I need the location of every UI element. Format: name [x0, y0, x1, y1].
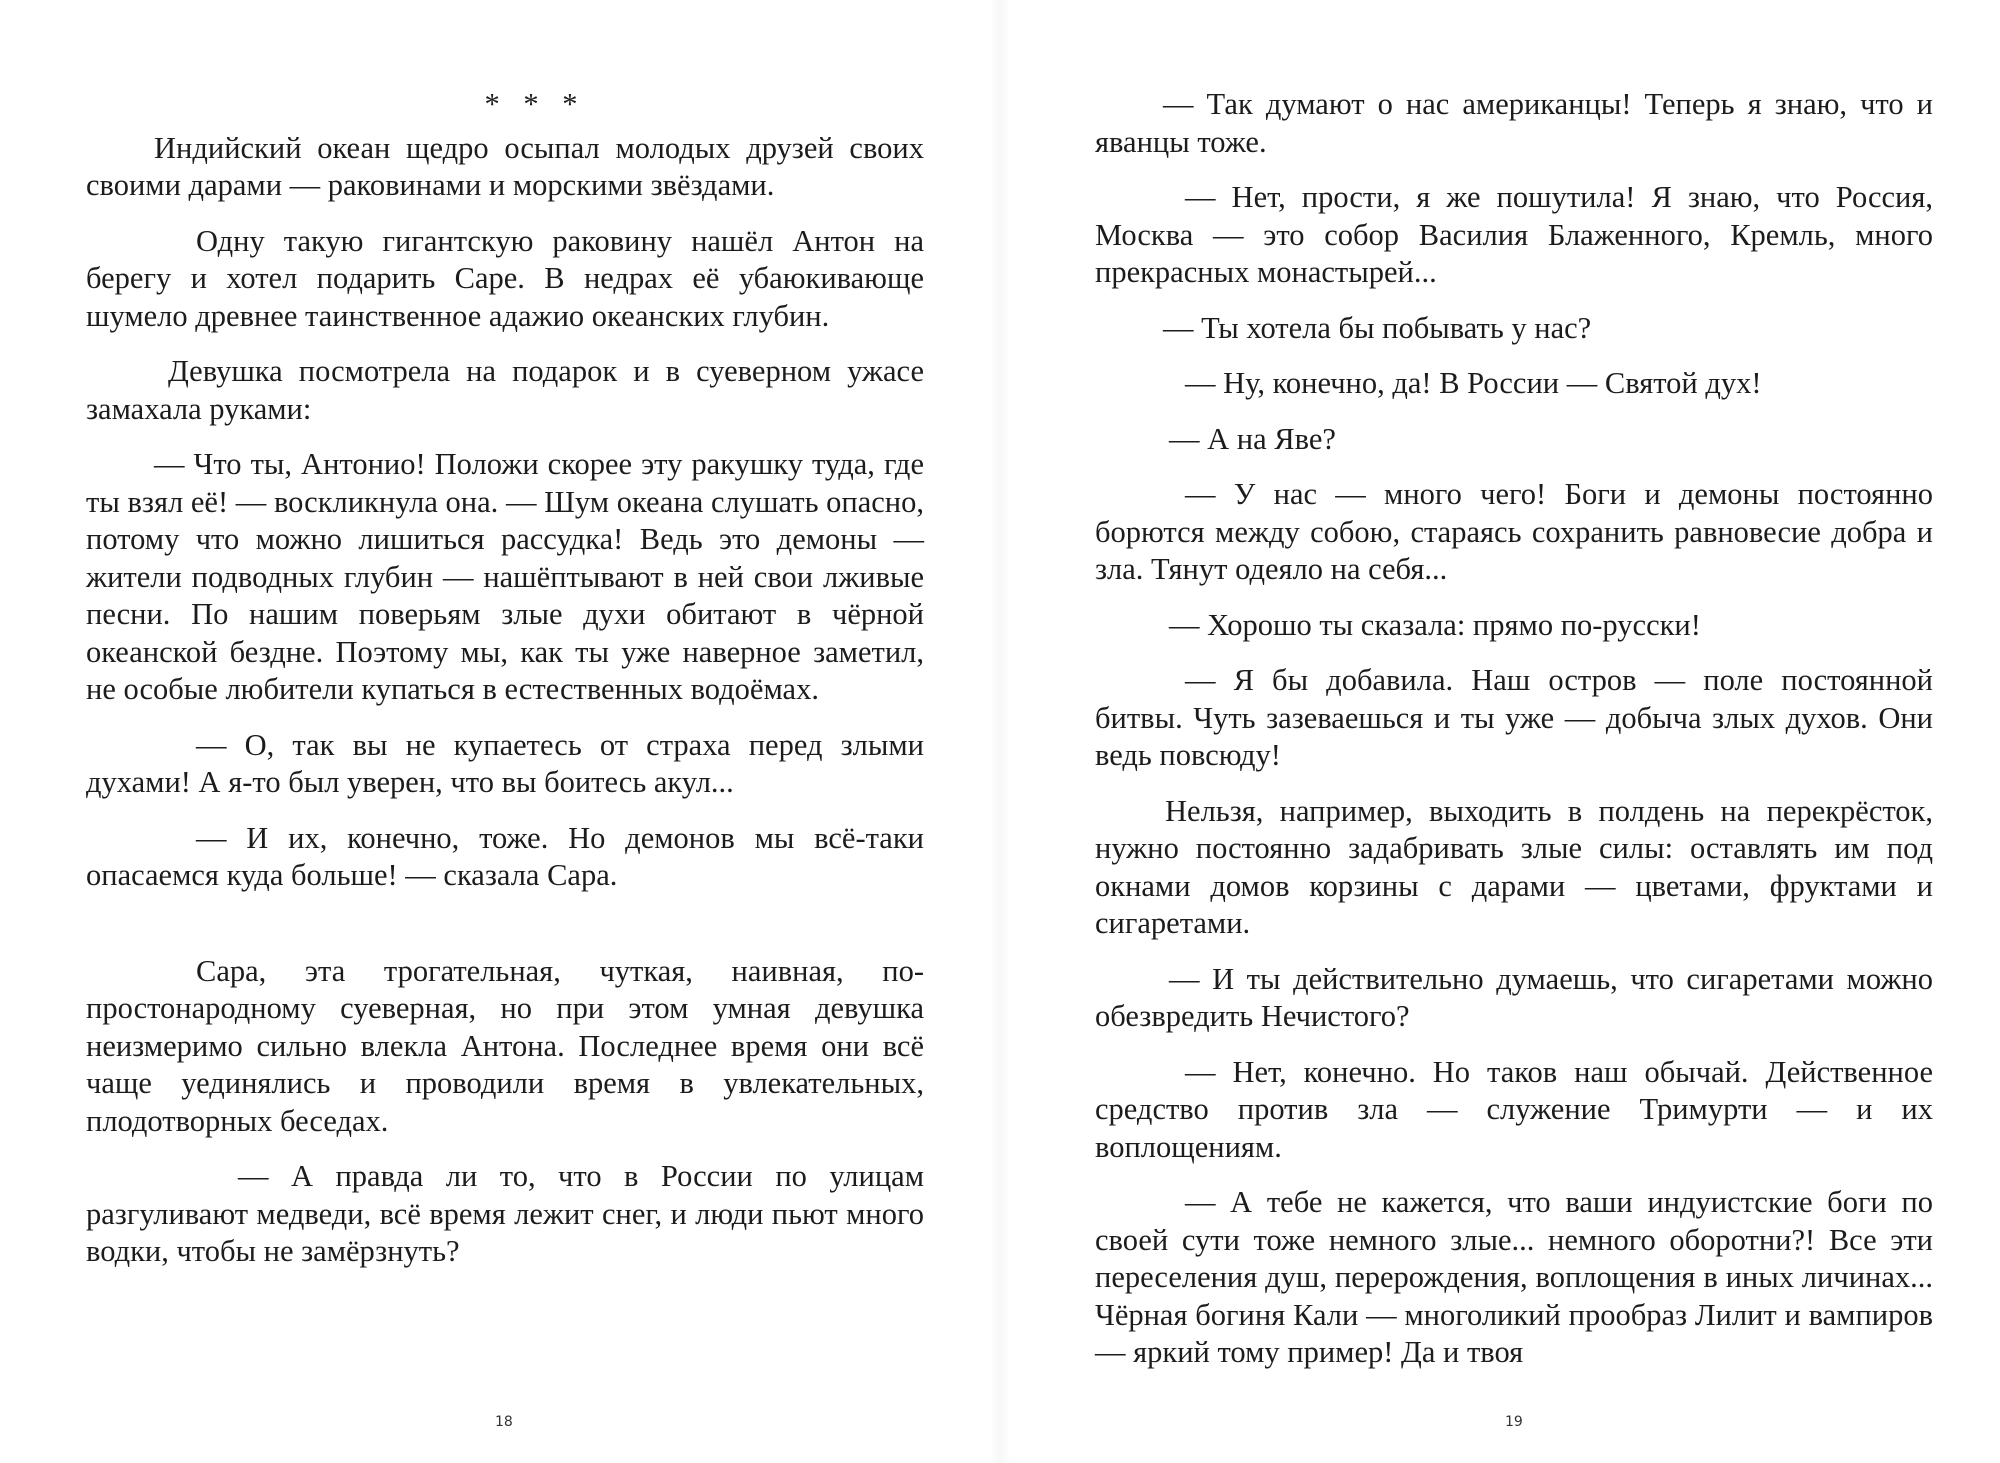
dialog-paragraph: — Нет, конечно. Но таков наш обычай. Действенное средство против зла — служение Тримурти — и их воплощениям.: [1095, 1054, 1933, 1164]
dialog-paragraph: — И их, конечно, тоже. Но демонов мы всё-таки опасаемся куда больше! — сказала Сара.: [86, 820, 924, 892]
dialog-paragraph: — У нас — много чего! Боги и демоны постоянно борются между собою, стараясь сохранить равновесие добра и зла. Тянут одеяло на себя...: [1095, 477, 1933, 586]
paragraph: Девушка посмотрела на подарок и в суеверном ужасе замахала руками:: [86, 354, 924, 426]
dialog-paragraph: — Нет, прости, я же пошутила! Я знаю, что Россия, Москва — это собор Василия Блаженного, Кремль, много прекрасных монастырей...: [1095, 180, 1933, 289]
right-page-text: [1095, 86, 1933, 1390]
dialog-paragraph: — Что ты, Антонио! Положи скорее эту ракушку туда, где ты взял её! — воскликнула она. — Шум океана слушать опасно, потому что можно лишиться рассудка! Ведь это демоны — жители подводных глубин — нашёптывают в ней свои лживые песни. По нашим поверьям злые духи обитают в чёрной океанской бездне. Поэтому мы, как ты уже наверное заметил, не особые любители купаться в естественных водоёмах.: [86, 447, 924, 706]
dialog-paragraph: — Ты хотела бы побывать у нас?: [1163, 310, 1592, 345]
dialog-paragraph: — А на Яве?: [1169, 421, 1336, 456]
page-number: 19: [1505, 1414, 1523, 1430]
paragraph: Нельзя, например, выходить в полдень на перекрёсток, нужно постоянно задабривать злые силы: оставлять им под окнами домов корзины с дарами — цветами, фруктами и сигаретами.: [1095, 793, 1933, 940]
dialog-paragraph: — Хорошо ты сказала: прямо по-русски!: [1169, 607, 1701, 642]
paragraph: Сара, эта трогательная, чуткая, наивная, по-простонародному суеверная, но при этом умная девушка неизмеримо сильно влекла Антона. Последнее время они всё чаще уединялись и проводили время в увлекательных, плодотворных беседах.: [86, 953, 924, 1138]
dialog-paragraph: — А правда ли то, что в России по улицам разгуливают медведи, всё время лежит снег, и люди пьют много водки, чтобы не замёрзнуть?: [86, 1159, 924, 1268]
paragraph: Индийский океан щедро осыпал молодых друзей своих своими дарами — раковинами и морскими звёздами.: [86, 130, 924, 202]
dialog-paragraph: — И ты действительно думаешь, что сигаретами можно обезвредить Нечистого?: [1095, 961, 1933, 1033]
page-number: 18: [495, 1414, 513, 1430]
dialog-paragraph: — Я бы добавила. Наш остров — поле постоянной битвы. Чуть зазеваешься и ты уже — добыча злых духов. Они ведь повсюду!: [1095, 663, 1933, 772]
dialog-paragraph: — Так думают о нас американцы! Теперь я знаю, что и яванцы тоже.: [1095, 87, 1933, 159]
dialog-paragraph: — Ну, конечно, да! В России — Святой дух!: [1185, 366, 1762, 400]
paragraph: Одну такую гигантскую раковину нашёл Антон на берегу и хотел подарить Саре. В недрах её убаюкивающе шумело древнее таинственное адажио океанских глубин.: [86, 223, 924, 333]
paragraph-gap: [86, 913, 924, 953]
dialog-paragraph: — А тебе не кажется, что ваши индуистские боги по своей сути тоже немного злые... немного оборотни?! Все эти переселения душ, перерождения, воплощения в иных личинах... Чёрная богиня Кали — многоликий прообраз Лилит и вампиров — яркий тому пример! Да и твоя: [1095, 1185, 1933, 1369]
section-break: * * *: [484, 87, 586, 121]
dialog-paragraph: — О, так вы не купаетесь от страха перед злыми духами! А я-то был уверен, что вы боитесь акул...: [86, 727, 924, 799]
left-page-text: [86, 86, 924, 1289]
right-page: [1000, 0, 2000, 1463]
